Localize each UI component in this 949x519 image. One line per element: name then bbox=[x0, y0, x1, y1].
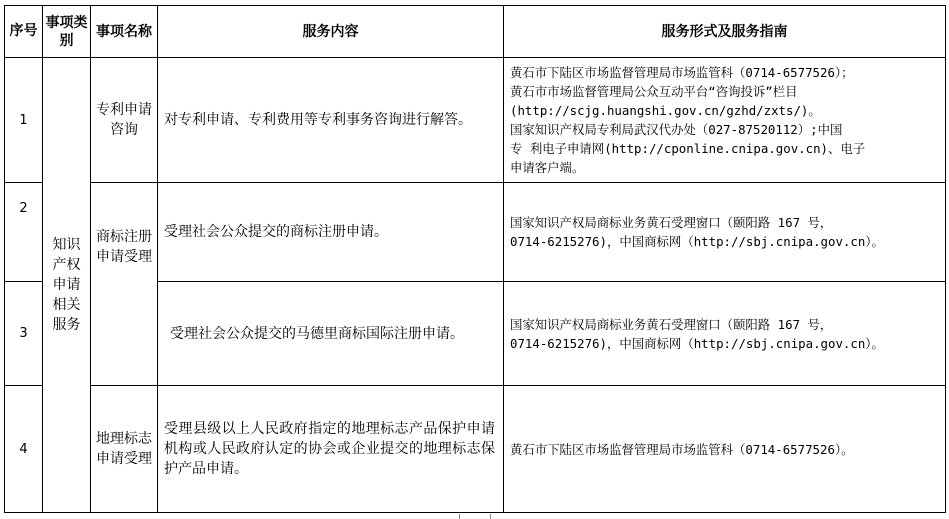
category-cell: 知识产权申请相关服务 bbox=[43, 58, 91, 513]
guide-line: 黄石市下陆区市场监督管理局市场监管科（0714-6577526）； bbox=[510, 65, 854, 80]
row-content: 受理县级以上人民政府指定的地理标志产品保护申请机构或人民政府认定的协会或企业提交的地理标志保护产品申请。 bbox=[158, 386, 504, 513]
row-seq: 3 bbox=[5, 282, 43, 386]
row-seq: 2 bbox=[5, 183, 43, 282]
row-content: 受理社会公众提交的商标注册申请。 bbox=[158, 183, 504, 282]
guide-link[interactable]: 0714-6215276)，中国商标网（http://sbj.cnipa.gov.cn）。 bbox=[510, 234, 884, 249]
guide-link[interactable]: (http://scjg.huangshi.gov.cn/gzhd/zxts/)。 bbox=[510, 103, 821, 118]
guide-link[interactable]: 专 利电子申请网(http://cponline.cnipa.gov.cn)、电子 bbox=[510, 141, 866, 156]
guide-line: 黄石市市场监督管理局公众互动平台“咨询投诉”栏目 bbox=[510, 84, 798, 99]
guide-line: 国家知识产权局商标业务黄石受理窗口（颐阳路 167 号， bbox=[510, 215, 833, 230]
header-guide: 服务形式及服务指南 bbox=[504, 6, 946, 58]
header-name: 事项名称 bbox=[91, 6, 158, 58]
row-content: 受理社会公众提交的马德里商标国际注册申请。 bbox=[158, 282, 504, 386]
row-name: 地理标志申请受理 bbox=[91, 386, 158, 513]
row-name: 商标注册申请受理 bbox=[91, 183, 158, 386]
header-content: 服务内容 bbox=[158, 6, 504, 58]
guide-link[interactable]: 0714-6215276)，中国商标网（http://sbj.cnipa.gov.cn）。 bbox=[510, 335, 884, 351]
row-content: 对专利申请、专利费用等专利事务咨询进行解答。 bbox=[158, 58, 504, 183]
page-edge-marker bbox=[459, 514, 491, 519]
row-seq: 4 bbox=[5, 386, 43, 513]
table-row bbox=[5, 183, 946, 282]
row-guide bbox=[504, 386, 946, 513]
guide-line: 国家知识产权局专利局武汉代办处（027-87520112）;中国 bbox=[510, 122, 843, 137]
guide-line: 黄石市下陆区市场监督管理局市场监管科（0714-6577526）。 bbox=[510, 441, 854, 457]
row-name: 专利申请咨询 bbox=[91, 58, 158, 183]
header-seq: 序号 bbox=[5, 6, 43, 58]
guide-line: 申请客户端。 bbox=[510, 160, 585, 175]
row-guide bbox=[504, 58, 946, 183]
table-row bbox=[5, 58, 946, 183]
row-guide bbox=[504, 282, 946, 386]
guide-line: 国家知识产权局商标业务黄石受理窗口（颐阳路 167 号， bbox=[510, 316, 833, 332]
header-category: 事项类别 bbox=[43, 6, 91, 58]
service-table bbox=[4, 5, 946, 513]
table-header-row bbox=[5, 6, 946, 58]
row-guide bbox=[504, 183, 946, 282]
table-row bbox=[5, 386, 946, 513]
row-seq: 1 bbox=[5, 58, 43, 183]
